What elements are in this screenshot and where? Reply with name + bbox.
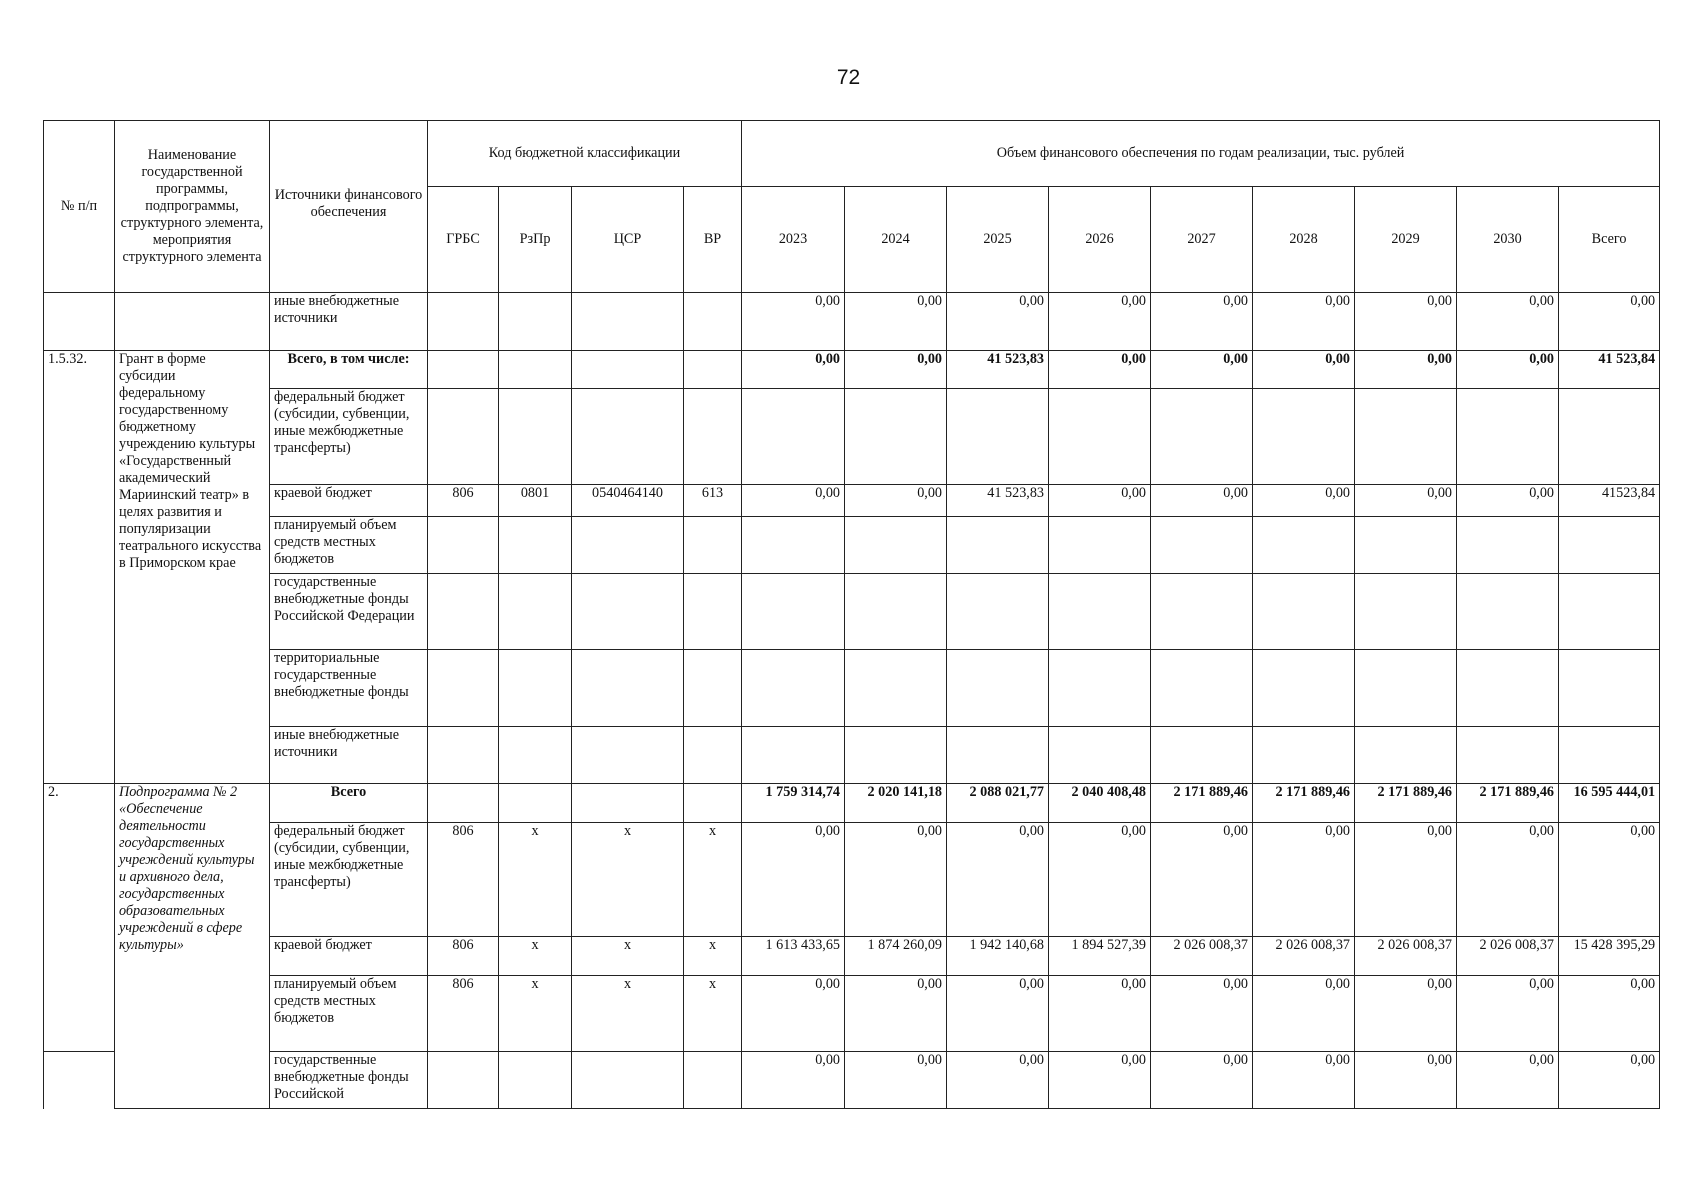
cell-value: 0,00 <box>1049 976 1151 1052</box>
cell-value: 0,00 <box>947 823 1049 937</box>
header-year-2030: 2030 <box>1457 187 1559 293</box>
cell-csr: х <box>572 823 684 937</box>
cell-value: 2 171 889,46 <box>1253 784 1355 823</box>
cell-rzpr: х <box>499 976 572 1052</box>
cell-value: 0,00 <box>742 293 845 351</box>
cell-source: краевой бюджет <box>270 485 428 517</box>
cell-rzpr: х <box>499 937 572 976</box>
cell-value: 0,00 <box>1253 351 1355 389</box>
header-sources: Источники финансового обеспечения <box>270 121 428 293</box>
cell-value: 0,00 <box>845 823 947 937</box>
table-row <box>44 293 1660 351</box>
cell-value: 1 942 140,68 <box>947 937 1049 976</box>
cell-grbs: 806 <box>428 937 499 976</box>
cell-source: федеральный бюджет (субсидии, субвенции, иные межбюджетные трансферты) <box>270 389 428 485</box>
item-name: Подпрограмма № 2 «Обеспечение деятельности государственных учреждений культуры и архивного дела, государственных образовательных учреждений в сфере культуры» <box>115 784 270 1109</box>
cell-grbs: 806 <box>428 823 499 937</box>
cell-value: 0,00 <box>1253 976 1355 1052</box>
cell-value: 0,00 <box>1253 823 1355 937</box>
cell-value: 0,00 <box>845 485 947 517</box>
cell-value: 0,00 <box>1049 485 1151 517</box>
cell-value: 0,00 <box>1253 293 1355 351</box>
table-row <box>44 389 1660 485</box>
header-year-2023: 2023 <box>742 187 845 293</box>
cell-source: планируемый объем средств местных бюджетов <box>270 517 428 574</box>
cell-value: 0,00 <box>1559 976 1660 1052</box>
header-row-1 <box>44 121 1660 187</box>
cell-value: 0,00 <box>1151 293 1253 351</box>
header-year-2028: 2028 <box>1253 187 1355 293</box>
header-year-2025: 2025 <box>947 187 1049 293</box>
cell-value: 0,00 <box>1151 485 1253 517</box>
table-row <box>44 351 1660 389</box>
cell-value: 0,00 <box>1457 351 1559 389</box>
header-vr: ВР <box>684 187 742 293</box>
cell-value: 41 523,84 <box>1559 351 1660 389</box>
cell-vr: х <box>684 823 742 937</box>
cell-value: 0,00 <box>1151 976 1253 1052</box>
cell-value: 0,00 <box>1457 485 1559 517</box>
cell-value: 0,00 <box>1253 485 1355 517</box>
header-total: Всего <box>1559 187 1660 293</box>
table-row <box>44 650 1660 727</box>
item-num: 1.5.32. <box>44 351 115 784</box>
cell-value: 0,00 <box>742 485 845 517</box>
item-num: 2. <box>44 784 115 1052</box>
header-num: № п/п <box>44 121 115 293</box>
table-row <box>44 517 1660 574</box>
cell-num <box>44 293 115 351</box>
cell-num <box>44 1052 115 1109</box>
cell-value: 41523,84 <box>1559 485 1660 517</box>
cell-value: 0,00 <box>1049 823 1151 937</box>
cell-csr: х <box>572 937 684 976</box>
cell-value: 1 894 527,39 <box>1049 937 1151 976</box>
cell-csr: 0540464140 <box>572 485 684 517</box>
cell-value: 41 523,83 <box>947 351 1049 389</box>
cell-value: 0,00 <box>1049 1052 1151 1109</box>
cell-value: 0,00 <box>845 293 947 351</box>
header-kbk-group: Код бюджетной классификации <box>428 121 742 187</box>
cell-value: 0,00 <box>742 976 845 1052</box>
cell-grbs: 806 <box>428 485 499 517</box>
cell-value: 0,00 <box>947 293 1049 351</box>
cell-source: территориальные государственные внебюджетные фонды <box>270 650 428 727</box>
table-row <box>44 485 1660 517</box>
cell-value: 2 171 889,46 <box>1457 784 1559 823</box>
table-row <box>44 1052 1660 1109</box>
table-row <box>44 784 1660 823</box>
header-year-2024: 2024 <box>845 187 947 293</box>
cell-source: краевой бюджет <box>270 937 428 976</box>
cell-value: 0,00 <box>1355 351 1457 389</box>
item-name: Грант в форме субсидии федеральному государственному бюджетному учреждению культуры «Государственный академический Мариинский театр» в целях развития и популяризации театрального искусства в Приморском крае <box>115 351 270 784</box>
cell-source: планируемый объем средств местных бюджетов <box>270 976 428 1052</box>
cell-value: 0,00 <box>1151 823 1253 937</box>
cell-vr: х <box>684 976 742 1052</box>
cell-vr: х <box>684 937 742 976</box>
cell-value: 2 026 008,37 <box>1151 937 1253 976</box>
cell-source: Всего <box>270 784 428 823</box>
cell-source: федеральный бюджет (субсидии, субвенции, иные межбюджетные трансферты) <box>270 823 428 937</box>
header-csr: ЦСР <box>572 187 684 293</box>
cell-value: 2 026 008,37 <box>1355 937 1457 976</box>
cell-value: 1 874 260,09 <box>845 937 947 976</box>
header-volume-group: Объем финансового обеспечения по годам реализации, тыс. рублей <box>742 121 1660 187</box>
cell-value: 0,00 <box>1457 293 1559 351</box>
cell-value: 0,00 <box>1355 823 1457 937</box>
cell-vr: 613 <box>684 485 742 517</box>
cell-value: 2 171 889,46 <box>1151 784 1253 823</box>
table-row <box>44 823 1660 937</box>
cell-csr: х <box>572 976 684 1052</box>
header-name: Наименование государственной программы, подпрограммы, структурного элемента, мероприятия структурного элемента <box>115 121 270 293</box>
header-year-2029: 2029 <box>1355 187 1457 293</box>
header-year-2027: 2027 <box>1151 187 1253 293</box>
cell-value: 0,00 <box>1457 823 1559 937</box>
cell-value: 0,00 <box>1151 351 1253 389</box>
cell-value: 0,00 <box>1355 293 1457 351</box>
cell-value: 0,00 <box>1151 1052 1253 1109</box>
cell-value: 0,00 <box>1559 293 1660 351</box>
header-grbs: ГРБС <box>428 187 499 293</box>
cell-value: 2 088 021,77 <box>947 784 1049 823</box>
cell-grbs: 806 <box>428 976 499 1052</box>
table-row <box>44 976 1660 1052</box>
cell-rzpr: 0801 <box>499 485 572 517</box>
cell-value: 0,00 <box>742 351 845 389</box>
cell-value: 0,00 <box>845 976 947 1052</box>
cell-value: 0,00 <box>1049 293 1151 351</box>
cell-value: 2 040 408,48 <box>1049 784 1151 823</box>
cell-value: 16 595 444,01 <box>1559 784 1660 823</box>
cell-value: 0,00 <box>845 1052 947 1109</box>
cell-value: 0,00 <box>742 823 845 937</box>
cell-value: 1 759 314,74 <box>742 784 845 823</box>
cell-value: 2 020 141,18 <box>845 784 947 823</box>
cell-value: 0,00 <box>1559 1052 1660 1109</box>
cell-source: Всего, в том числе: <box>270 351 428 389</box>
cell-value: 0,00 <box>1457 1052 1559 1109</box>
cell-source: государственные внебюджетные фонды Российской <box>270 1052 428 1109</box>
cell-value: 2 026 008,37 <box>1253 937 1355 976</box>
cell-source: государственные внебюджетные фонды Российской Федерации <box>270 574 428 650</box>
cell-value: 0,00 <box>947 976 1049 1052</box>
cell-value: 0,00 <box>1559 823 1660 937</box>
header-year-2026: 2026 <box>1049 187 1151 293</box>
table-row <box>44 727 1660 784</box>
cell-value: 41 523,83 <box>947 485 1049 517</box>
cell-value: 0,00 <box>947 1052 1049 1109</box>
cell-value: 0,00 <box>1355 485 1457 517</box>
cell-value: 0,00 <box>845 351 947 389</box>
cell-value: 1 613 433,65 <box>742 937 845 976</box>
cell-source: иные внебюджетные источники <box>270 293 428 351</box>
cell-value: 2 026 008,37 <box>1457 937 1559 976</box>
header-rzpr: РзПр <box>499 187 572 293</box>
cell-value: 0,00 <box>1457 976 1559 1052</box>
budget-table <box>43 120 1660 1109</box>
cell-value: 0,00 <box>1049 351 1151 389</box>
cell-value: 15 428 395,29 <box>1559 937 1660 976</box>
cell-name <box>115 293 270 351</box>
cell-value: 0,00 <box>1253 1052 1355 1109</box>
table-row <box>44 574 1660 650</box>
cell-value: 0,00 <box>1355 976 1457 1052</box>
cell-value: 2 171 889,46 <box>1355 784 1457 823</box>
cell-source: иные внебюджетные источники <box>270 727 428 784</box>
cell-value: 0,00 <box>1355 1052 1457 1109</box>
page-number: 72 <box>836 66 861 89</box>
table-row <box>44 937 1660 976</box>
cell-rzpr: х <box>499 823 572 937</box>
cell-value: 0,00 <box>742 1052 845 1109</box>
